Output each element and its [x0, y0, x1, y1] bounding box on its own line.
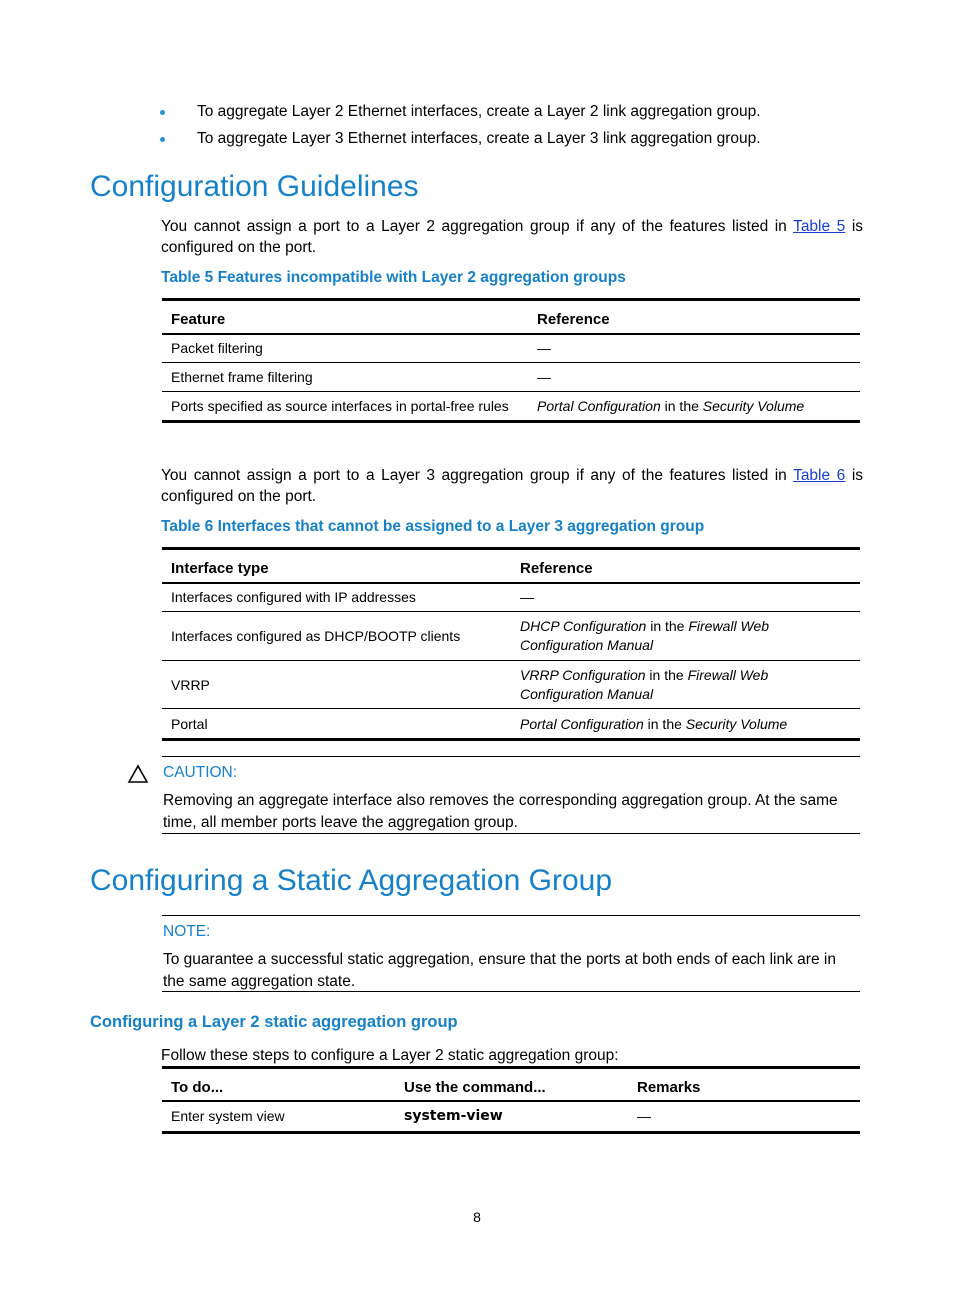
table-row [162, 1101, 860, 1133]
reference-cell [511, 709, 860, 740]
table6-link[interactable]: Table 6 [793, 467, 846, 484]
reference-connector: in the [646, 618, 689, 634]
subsection-title-layer2-static: Configuring a Layer 2 static aggregation group [90, 1013, 458, 1031]
paragraph-layer3-restriction [161, 465, 863, 507]
interface-type-cell: Interfaces configured as DHCP/BOOTP clients [162, 612, 511, 661]
reference-cell [511, 661, 860, 709]
reference-connector: in the [645, 666, 688, 683]
note-bottom-rule [162, 991, 860, 992]
paragraph-layer2-restriction [161, 216, 863, 258]
paragraph-text: You cannot assign a port to a Layer 3 aggregation group if any of the features listed in [161, 467, 794, 484]
table6-caption: Table 6 Interfaces that cannot be assigned to a Layer 3 aggregation group [161, 518, 705, 535]
reference-connector: in the [660, 398, 703, 414]
reference-volume: Security Volume [685, 715, 788, 732]
note-label: NOTE: [163, 923, 211, 940]
bullet-text: To aggregate Layer 3 Ethernet interfaces, create a Layer 3 link aggregation group. [197, 130, 761, 147]
interface-type-cell: Interfaces configured with IP addresses [162, 583, 511, 612]
interface-type-cell: VRRP [162, 661, 511, 709]
caution-top-rule [162, 756, 860, 757]
column-header-reference: Reference [520, 560, 593, 578]
steps-intro: Follow these steps to configure a Layer 2 static aggregation group: [161, 1047, 619, 1064]
reference-volume: Security Volume [702, 398, 805, 414]
section-title-static-aggregation: Configuring a Static Aggregation Group [90, 864, 612, 897]
section-title-configuration-guidelines: Configuration Guidelines [90, 170, 419, 203]
table-row [162, 612, 860, 661]
interface-type-cell: Portal [162, 709, 511, 740]
caution-bottom-rule [162, 833, 860, 834]
bullet-dot-icon [160, 137, 165, 142]
table5-link[interactable]: Table 5 [793, 218, 846, 235]
caution-text: Removing an aggregate interface also removes the corresponding aggregation group. At the same time, all member ports leave the aggregation group. [163, 792, 838, 831]
reference-volume: Firewall Web [688, 618, 770, 634]
warning-triangle-icon [127, 764, 149, 784]
reference-doc-title: Portal Configuration [520, 715, 644, 732]
command-cell: system-view [395, 1101, 628, 1133]
caution-label: CAUTION: [163, 764, 238, 781]
reference-volume: Configuration Manual [520, 685, 654, 702]
note-text: To guarantee a successful static aggregation, ensure that the ports at both ends of each link are in the same aggregation state. [163, 951, 836, 990]
reference-doc-title: DHCP Configuration [520, 618, 647, 634]
table-row [162, 334, 860, 363]
table5-features-incompatible [162, 298, 860, 423]
reference-cell [528, 392, 860, 422]
bullet-text: To aggregate Layer 2 Ethernet interfaces, create a Layer 2 link aggregation group. [197, 103, 761, 120]
table-row [162, 363, 860, 392]
note-top-rule [162, 915, 860, 916]
reference-cell: — [528, 363, 860, 392]
reference-volume: Firewall Web [687, 666, 769, 683]
feature-cell: Ports specified as source interfaces in portal-free rules [162, 392, 528, 422]
reference-doc-title: VRRP Configuration [520, 666, 646, 683]
paragraph-text: is configured on the port. [161, 218, 864, 256]
reference-connector: in the [643, 715, 686, 732]
feature-cell: Ethernet frame filtering [162, 363, 528, 392]
remarks-cell: — [628, 1101, 860, 1133]
table6-interfaces-cannot-assign [162, 547, 860, 741]
reference-doc-title: Portal Configuration [537, 398, 661, 414]
reference-cell: — [528, 334, 860, 363]
column-header-interface-type: Interface type [171, 560, 269, 578]
table5-caption: Table 5 Features incompatible with Layer 2 aggregation groups [161, 269, 626, 286]
reference-volume: Configuration Manual [520, 637, 654, 653]
table-row [162, 709, 860, 740]
column-header-todo: To do... [171, 1078, 224, 1096]
table-row [162, 661, 860, 709]
reference-cell [511, 612, 860, 661]
paragraph-text: is configured on the port. [161, 467, 864, 505]
reference-cell: — [511, 583, 860, 612]
steps-table [162, 1066, 860, 1134]
todo-cell: Enter system view [162, 1101, 395, 1133]
column-header-feature: Feature [171, 311, 226, 329]
page-number: 8 [473, 1209, 481, 1225]
column-header-reference: Reference [537, 311, 610, 329]
table-row [162, 392, 860, 422]
table-row [162, 583, 860, 612]
column-header-remarks: Remarks [637, 1078, 701, 1096]
bullet-dot-icon [160, 110, 165, 115]
feature-cell: Packet filtering [162, 334, 528, 363]
paragraph-text: You cannot assign a port to a Layer 2 aggregation group if any of the features listed in [161, 218, 794, 235]
column-header-command: Use the command... [404, 1078, 546, 1096]
